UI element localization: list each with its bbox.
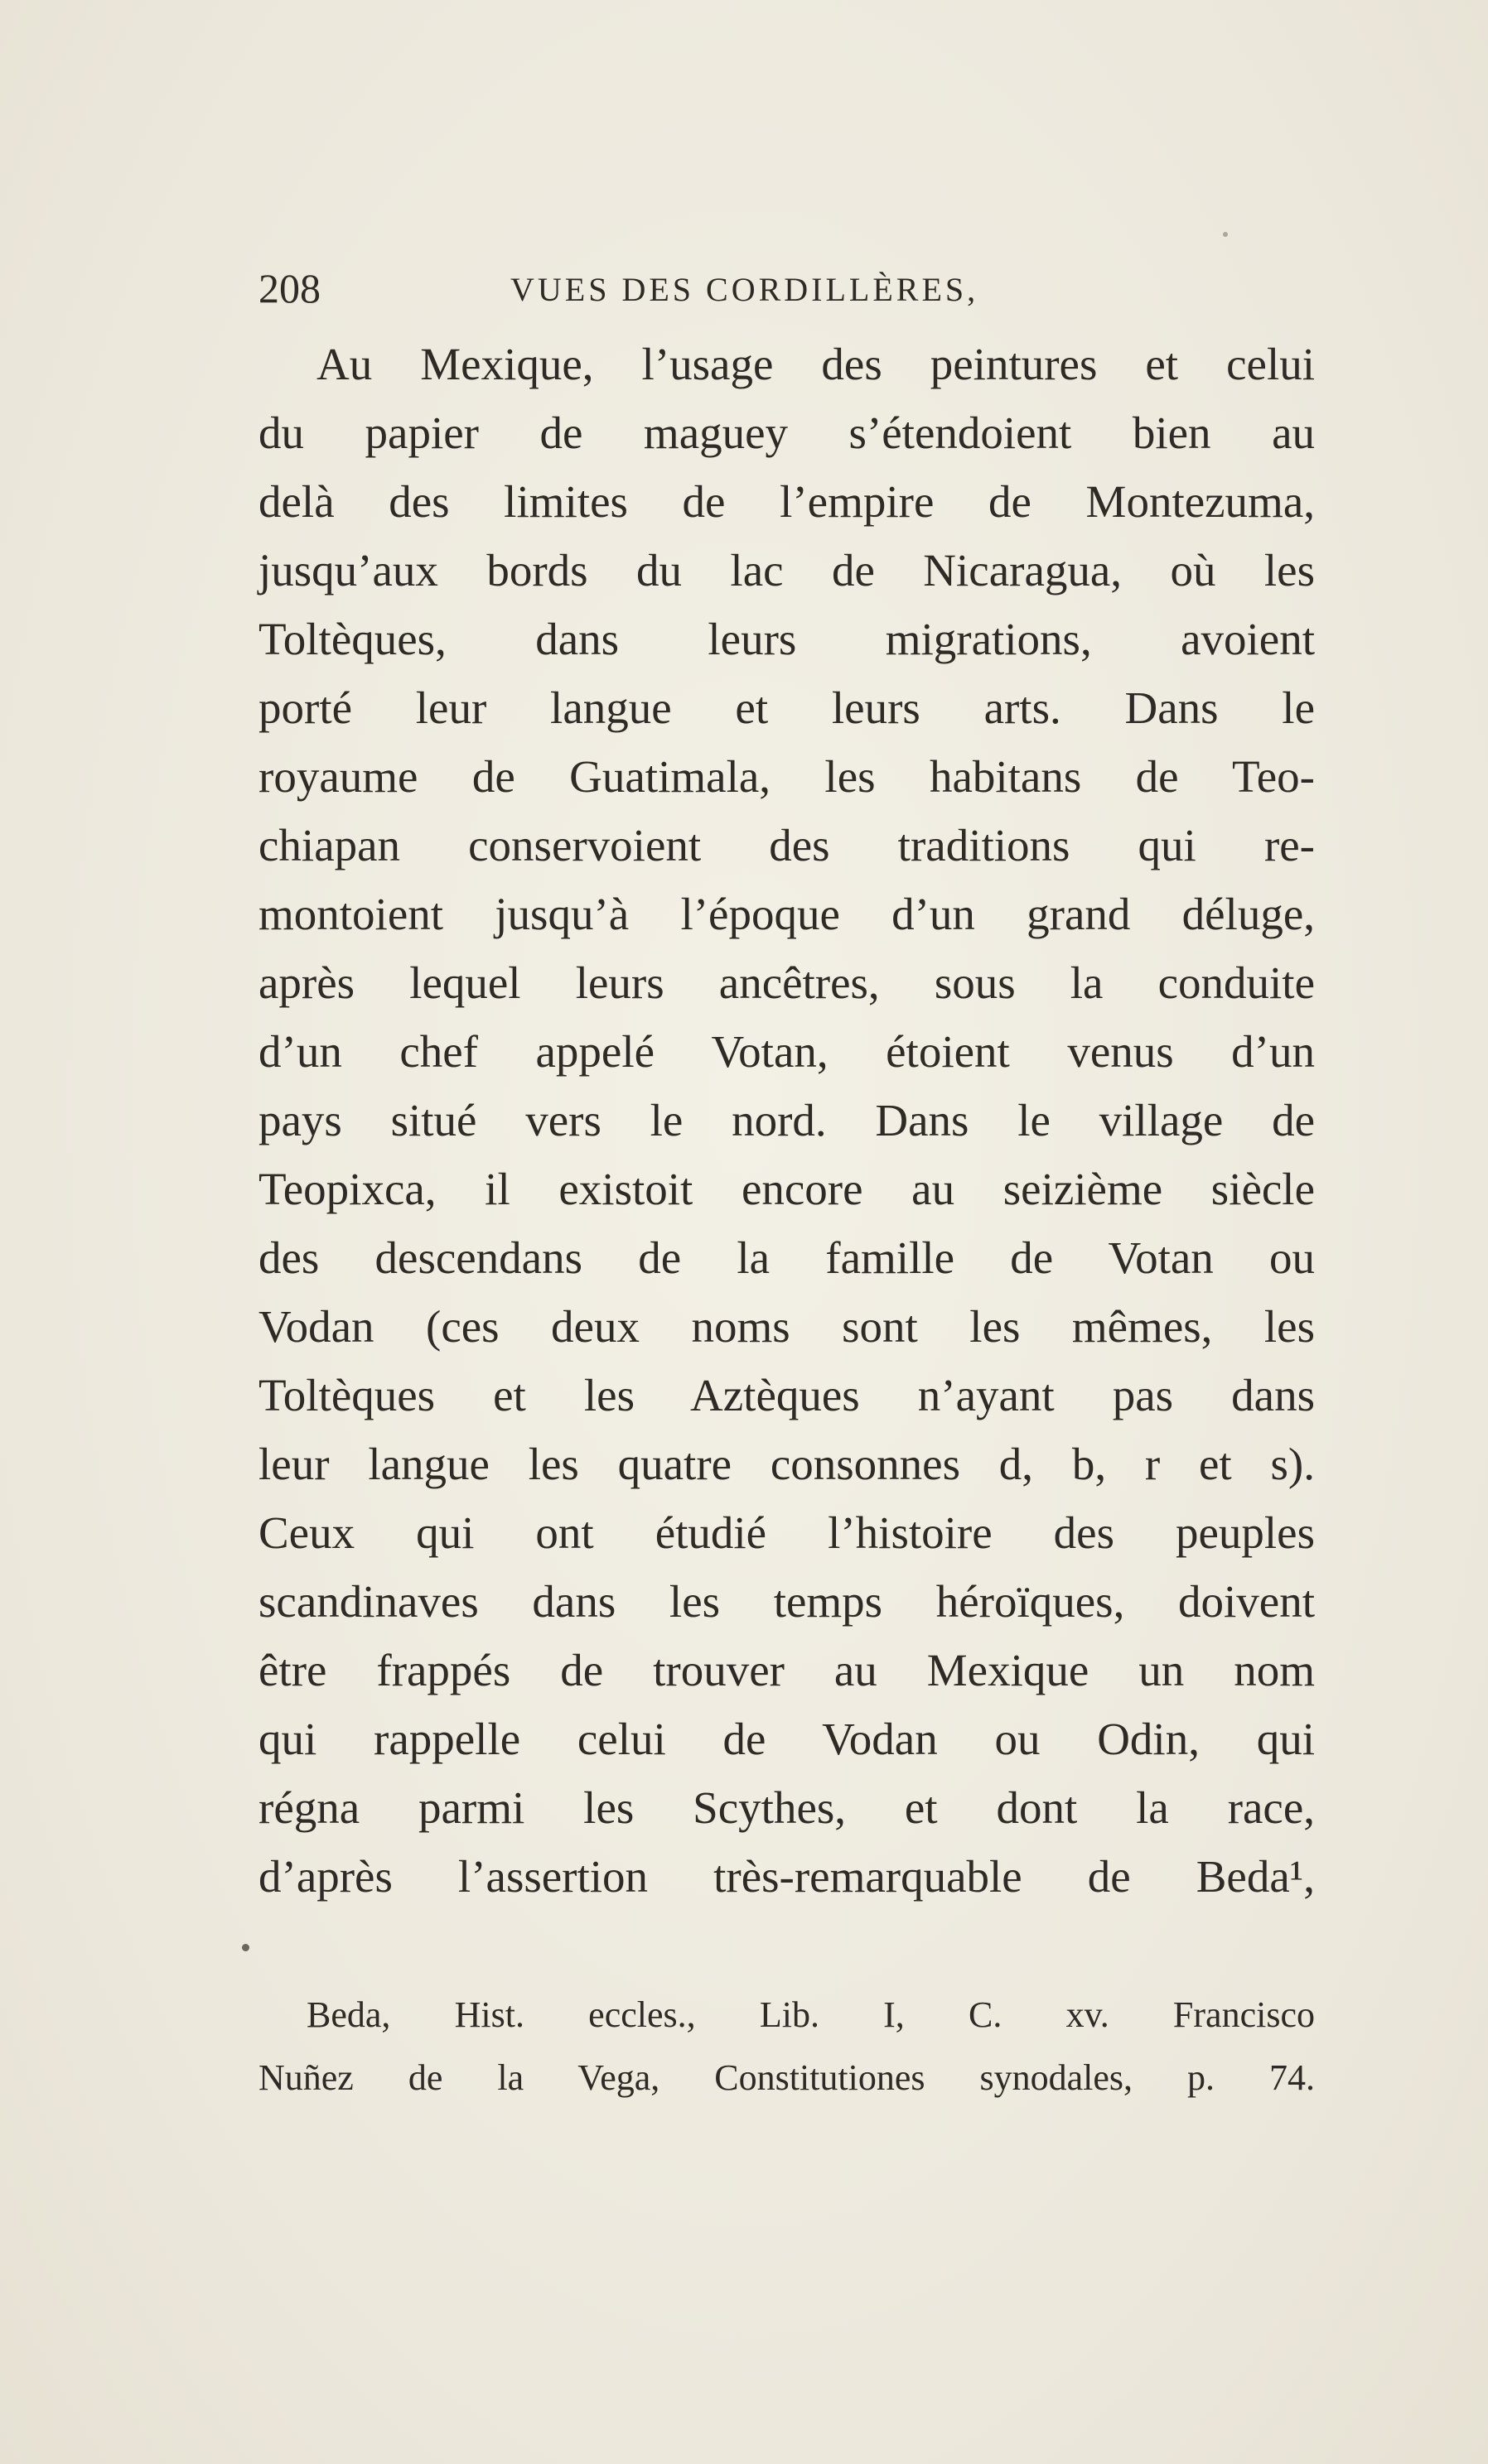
text-line: montoient jusqu’à l’époque d’un grand déluge, (258, 889, 1315, 939)
text-line: Vodan (ces deux noms sont les mêmes, les (258, 1301, 1315, 1352)
footnote-line: Nuñez de la Vega, Constitutiones synodales, p. 74. (258, 2057, 1315, 2098)
text-line: d’un chef appelé Votan, étoient venus d’un (258, 1026, 1315, 1077)
text-line: porté leur langue et leurs arts. Dans le (258, 682, 1315, 733)
text-line: leur langue les quatre consonnes d, b, r et s). (258, 1439, 1315, 1489)
text-line: Au Mexique, l’usage des peintures et celui (316, 339, 1315, 389)
text-line: des descendans de la famille de Votan ou (258, 1232, 1315, 1283)
text-line: Ceux qui ont étudié l’histoire des peuples (258, 1507, 1315, 1558)
paper-speck (242, 1944, 249, 1951)
paper-speck (1223, 232, 1228, 237)
text-line: Toltèques et les Aztèques n’ayant pas dans (258, 1370, 1315, 1420)
page-header (258, 263, 1315, 313)
text-line: scandinaves dans les temps héroïques, doivent (258, 1576, 1315, 1627)
text-line: du papier de maguey s’étendoient bien au (258, 407, 1315, 458)
main-text (258, 330, 1315, 1911)
text-line: royaume de Guatimala, les habitans de Teo- (258, 751, 1315, 802)
text-line: Toltèques, dans leurs migrations, avoient (258, 614, 1315, 664)
footnote (258, 1984, 1315, 2110)
text-line: chiapan conservoient des traditions qui re- (258, 820, 1315, 870)
text-line: après lequel leurs ancêtres, sous la conduite (258, 957, 1315, 1008)
footnote-line: Beda, Hist. eccles., Lib. I, C. xv. Francisco (307, 1994, 1315, 2035)
text-line: régna parmi les Scythes, et dont la race, (258, 1782, 1315, 1833)
text-line: pays situé vers le nord. Dans le village de (258, 1095, 1315, 1145)
text-line: jusqu’aux bords du lac de Nicaragua, où les (258, 545, 1315, 596)
text-line: être frappés de trouver au Mexique un nom (258, 1645, 1315, 1695)
text-line: delà des limites de l’empire de Montezuma, (258, 476, 1315, 527)
page-number: 208 (258, 265, 321, 311)
running-title: VUES DES CORDILLÈRES, (510, 271, 979, 308)
text-line: qui rappelle celui de Vodan ou Odin, qui (258, 1714, 1315, 1764)
text-line: d’après l’assertion très-remarquable de Beda¹, (258, 1851, 1315, 1902)
text-line: Teopixca, il existoit encore au seizième siècle (258, 1164, 1315, 1214)
